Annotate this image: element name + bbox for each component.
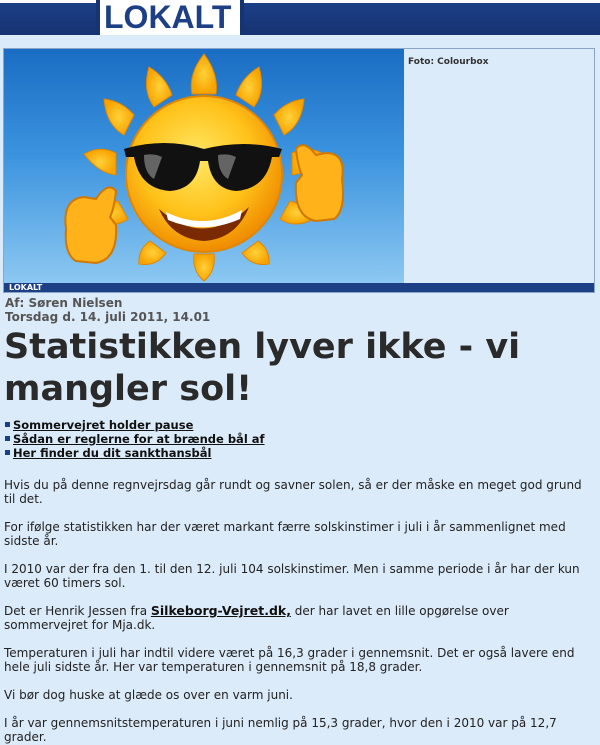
related-link-baal-regler[interactable]: Sådan er reglerne for at brænde bål af bbox=[13, 432, 265, 446]
related-link-item bbox=[5, 446, 265, 460]
paragraph-text: der har lavet en lille opgørelse over sommervejret for Mja.dk. bbox=[4, 604, 509, 632]
sun-with-sunglasses-icon bbox=[4, 49, 404, 283]
paragraph: Temperaturen i juli har indtil videre været på 16,3 grader i gennemsnit. Det er også lavere end hele juli sidste år. Her var temperaturen i gennemsnit på 18,8 grader. bbox=[4, 646, 575, 674]
article-headline: Statistikken lyver ikke - vi mangler sol! bbox=[4, 327, 521, 409]
square-bullet-icon bbox=[5, 422, 10, 427]
paragraph: Hvis du på denne regnvejrsdag går rundt og savner solen, så er der måske en meget god grund til det. bbox=[4, 478, 582, 506]
site-header bbox=[0, 0, 600, 35]
image-strip-label: LOKALT bbox=[9, 283, 43, 292]
article-body bbox=[4, 478, 594, 745]
related-link-sankthansbaal[interactable]: Her finder du dit sankthansbål bbox=[13, 446, 212, 460]
square-bullet-icon bbox=[5, 436, 10, 441]
paragraph: I 2010 var der fra den 1. til den 12. juli 104 solskinstimer. Men i samme periode i år har der kun været 60 timers sol. bbox=[4, 562, 580, 590]
paragraph-text: Det er Henrik Jessen fra bbox=[4, 604, 151, 618]
sun-illustration[interactable] bbox=[4, 49, 404, 283]
publish-date: Torsdag d. 14. juli 2011, 14.01 bbox=[5, 310, 211, 324]
square-bullet-icon bbox=[5, 450, 10, 455]
related-link-item bbox=[5, 418, 265, 432]
related-links bbox=[5, 418, 265, 460]
byline bbox=[5, 296, 210, 324]
article-image-block bbox=[3, 48, 595, 293]
image-strip bbox=[4, 283, 594, 292]
site-logo[interactable]: LOKALT bbox=[96, 0, 244, 35]
related-link-item bbox=[5, 432, 265, 446]
photo-credit: Foto: Colourbox bbox=[408, 57, 489, 67]
paragraph: For ifølge statistikken har der været markant færre solskinstimer i juli i år sammenlignet med sidste år. bbox=[4, 520, 566, 548]
author: Af: Søren Nielsen bbox=[5, 296, 123, 310]
silkeborg-vejret-link[interactable]: Silkeborg-Vejret.dk, bbox=[150, 603, 291, 618]
related-link-sommervejret[interactable]: Sommervejret holder pause bbox=[13, 418, 194, 432]
paragraph: Vi bør dog huske at glæde os over en varm juni. bbox=[4, 688, 293, 702]
paragraph-with-link bbox=[4, 604, 594, 632]
paragraph: I år var gennemsnitstemperaturen i juni nemlig på 15,3 grader, hvor den i 2010 var på 12,7 grader. bbox=[4, 716, 557, 744]
